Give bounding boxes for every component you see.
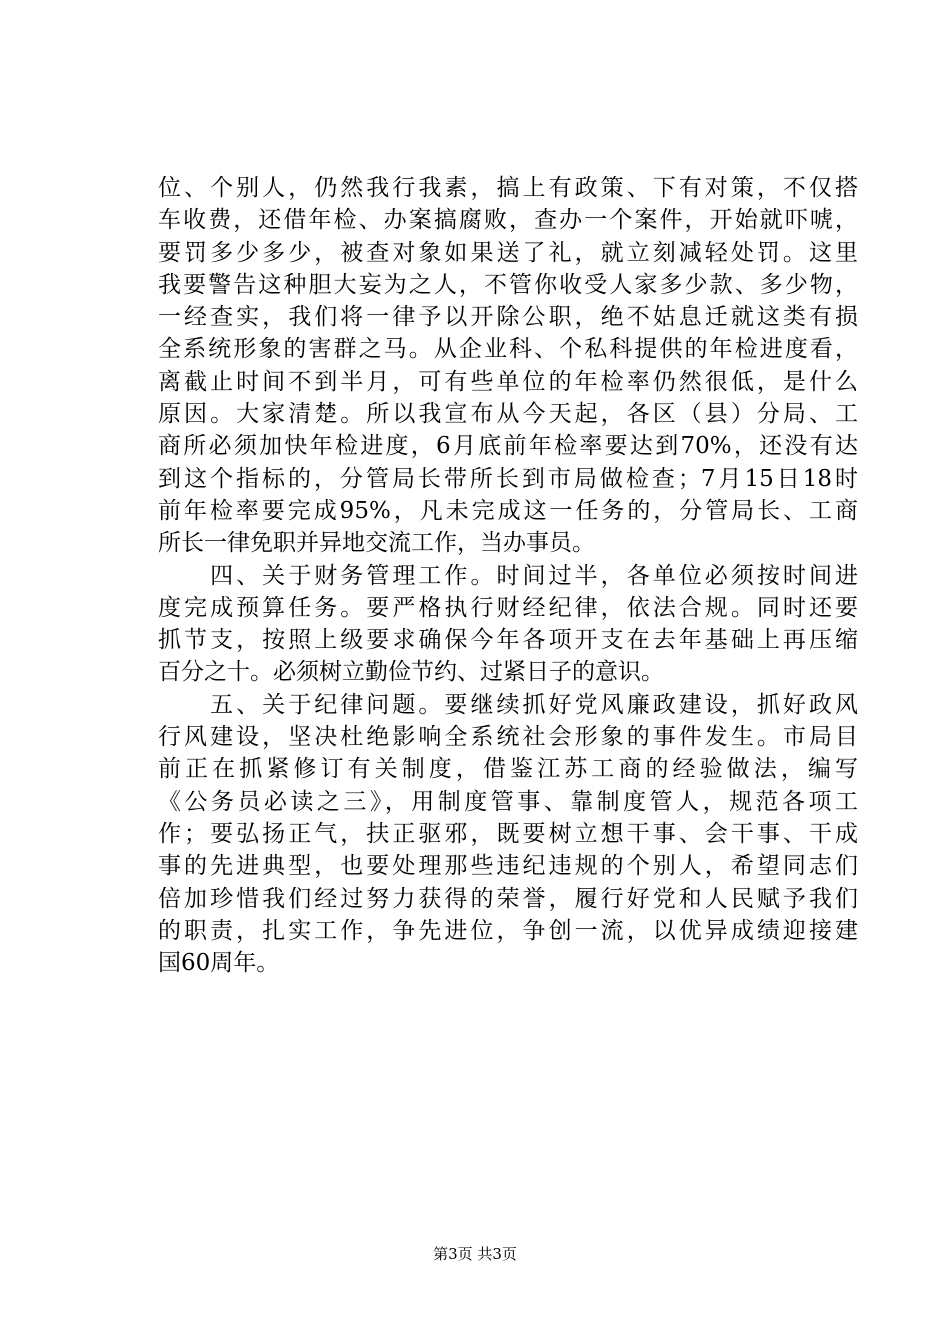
text-line-15: 抓节支，按照上级要求确保今年各项开支在去年基础上再压缩 (158, 627, 858, 654)
text-line-8: 原因。大家清楚。所以我宣布从今天起，各区（县）分局、工 (158, 401, 858, 428)
text-line-24: 的职责，扎实工作，争先进位，争创一流，以优异成绩迎接建 (158, 917, 858, 944)
text-line-16: 百分之十。必须树立勤俭节约、过紧日子的意识。 (158, 659, 664, 686)
text-line-19: 前正在抓紧修订有关制度，借鉴江苏工商的经验做法，编写 (158, 756, 858, 783)
text-line-2: 车收费，还借年检、办案搞腐败，查办一个案件，开始就吓唬， (158, 207, 858, 234)
page-number-label: 第3页 共3页 (433, 1245, 517, 1263)
text-line-10: 到这个指标的，分管局长带所长到市局做检查；7月15日18时 (158, 465, 858, 492)
text-line-17: 五、关于纪律问题。要继续抓好党风廉政建设，抓好政风 (158, 691, 858, 718)
text-line-20: 《公务员必读之三》，用制度管事、靠制度管人，规范各项工 (158, 788, 858, 815)
text-line-22: 事的先进典型，也要处理那些违纪违规的个别人，希望同志们 (158, 853, 858, 880)
page-footer (0, 1244, 950, 1264)
text-line-6: 全系统形象的害群之马。从企业科、个私科提供的年检进度看， (158, 336, 858, 363)
text-line-7: 离截止时间不到半月，可有些单位的年检率仍然很低，是什么 (158, 368, 858, 395)
text-line-14: 度完成预算任务。要严格执行财经纪律，依法合规。同时还要 (158, 594, 858, 621)
text-line-5: 一经查实，我们将一律予以开除公职，绝不姑息迁就这类有损 (158, 304, 858, 331)
text-line-9: 商所必须加快年检进度，6月底前年检率要达到70%，还没有达 (158, 433, 858, 460)
text-line-3: 要罚多少多少，被查对象如果送了礼，就立刻减轻处罚。这里 (158, 239, 858, 266)
text-line-4: 我要警告这种胆大妄为之人，不管你收受人家多少款、多少物， (158, 271, 858, 298)
text-line-1: 位、个别人，仍然我行我素，搞上有政策、下有对策，不仅搭 (158, 175, 858, 201)
text-line-12: 所长一律免职并异地交流工作，当办事员。 (158, 530, 595, 557)
text-line-18: 行风建设，坚决杜绝影响全系统社会形象的事件发生。市局目 (158, 724, 858, 751)
text-line-11: 前年检率要完成95%，凡未完成这一任务的，分管局长、工商 (158, 497, 858, 524)
document-body (158, 172, 858, 979)
text-line-23: 倍加珍惜我们经过努力获得的荣誉，履行好党和人民赋予我们 (158, 885, 858, 912)
text-line-13: 四、关于财务管理工作。时间过半，各单位必须按时间进 (158, 562, 858, 589)
text-line-25: 国60周年。 (158, 950, 280, 977)
text-line-21: 作；要弘扬正气，扶正驱邪，既要树立想干事、会干事、干成 (158, 820, 858, 847)
